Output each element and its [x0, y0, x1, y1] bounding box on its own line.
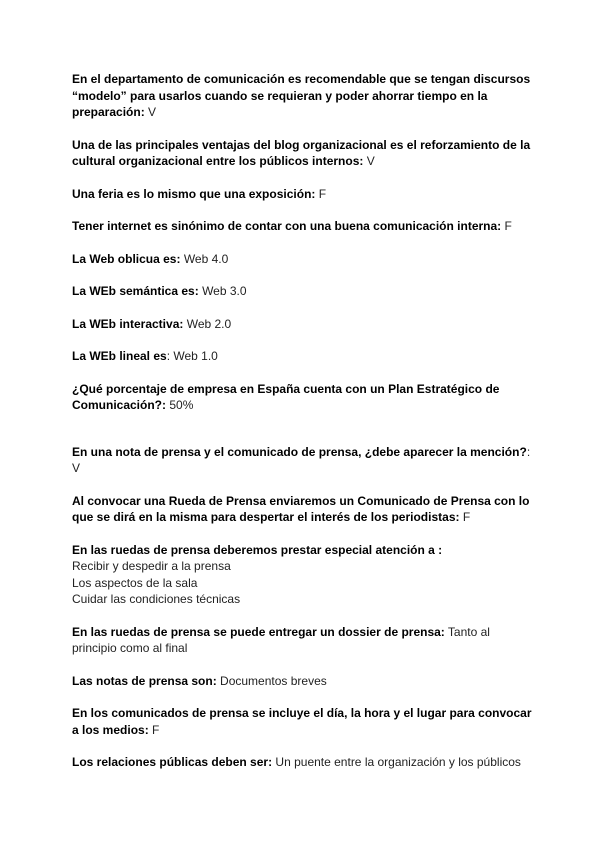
- question-text: En el departamento de comunicación es recomendable que se tengan discursos “modelo” para usarlos cuando se requieran y poder ahorrar tiempo en la preparación:: [72, 72, 531, 119]
- question-item: [72, 186, 532, 203]
- question-item: [72, 444, 532, 477]
- question-item: [72, 381, 532, 414]
- question-item: [72, 137, 532, 170]
- answer-text: 50%: [169, 398, 194, 412]
- question-text: Una de las principales ventajas del blog organizacional es el reforzamiento de la cultural organizacional entre los públicos internos:: [72, 137, 531, 168]
- question-item: [72, 316, 532, 333]
- question-text: ¿Qué porcentaje de empresa en España cuenta con un Plan Estratégico de Comunicación?:: [72, 381, 500, 412]
- answer-text: V: [366, 154, 375, 168]
- question-text: En las ruedas de prensa se puede entregar un dossier de prensa:: [72, 624, 445, 639]
- question-text: Las notas de prensa son:: [72, 673, 217, 688]
- question-text: La WEb lineal es: [72, 349, 167, 363]
- question-item: [72, 705, 532, 738]
- question-item: [72, 71, 532, 121]
- question-text: La WEb semántica es:: [72, 284, 199, 298]
- question-text: Tener internet es sinónimo de contar con una buena comunicación interna:: [72, 219, 502, 233]
- answer-text: F: [504, 219, 512, 233]
- question-text: La WEb interactiva:: [72, 316, 184, 331]
- answer-text: Web 3.0: [202, 284, 247, 298]
- question-item: [72, 624, 532, 657]
- question-text: Los relaciones públicas deben ser:: [72, 755, 273, 769]
- answer-text: F: [318, 186, 327, 201]
- answer-text: V: [148, 105, 157, 119]
- answer-text: Web 4.0: [183, 251, 229, 266]
- question-item: [72, 251, 532, 268]
- question-text: Al convocar una Rueda de Prensa enviaremos un Comunicado de Prensa con lo que se dirá en la misma para despertar el interés de los periodistas:: [72, 493, 530, 524]
- answer-text: F: [152, 722, 160, 737]
- answer-text: Un puente entre la organización y los públicos: [275, 755, 521, 769]
- question-item: [72, 542, 532, 559]
- question-item: [72, 673, 532, 690]
- answer-text: Tanto al principio como al final: [72, 624, 490, 655]
- answer-text: : V: [72, 444, 531, 475]
- answer-text: : Web 1.0: [166, 349, 218, 363]
- answer-line: Cuidar las condiciones técnicas: [72, 592, 241, 606]
- question-item: [72, 754, 532, 771]
- question-text: La Web oblicua es:: [72, 251, 181, 266]
- answer-line: Recibir y despedir a la prensa: [72, 559, 231, 573]
- question-text: Una feria es lo mismo que una exposición:: [72, 186, 316, 201]
- question-text: En una nota de prensa y el comunicado de prensa, ¿debe aparecer la mención?: [72, 444, 527, 459]
- answer-line: Los aspectos de la sala: [72, 575, 198, 590]
- answer-text: Web 2.0: [186, 316, 232, 331]
- document-page: [72, 71, 532, 771]
- question-item: [72, 283, 532, 300]
- question-item: [72, 493, 532, 526]
- answer-text: F: [462, 510, 471, 524]
- question-text: En las ruedas de prensa deberemos prestar especial atención a :: [72, 542, 443, 557]
- answer-text: Documentos breves: [220, 673, 327, 688]
- question-text: En los comunicados de prensa se incluye el día, la hora y el lugar para convocar a los medios:: [72, 706, 532, 737]
- question-item: [72, 348, 532, 365]
- question-item: [72, 218, 532, 235]
